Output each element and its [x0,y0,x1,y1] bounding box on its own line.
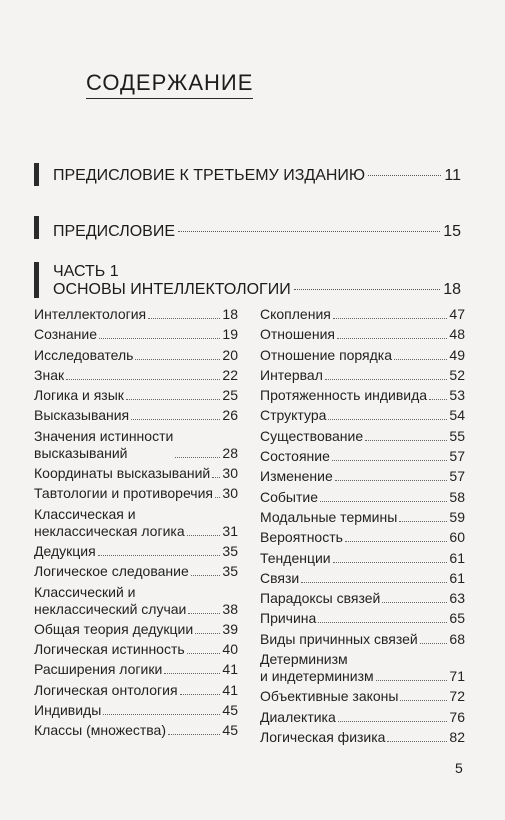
leader-dots [332,460,448,461]
toc-entry [260,347,465,364]
toc-entry [34,722,238,739]
toc-entry-title: Событие [260,488,318,505]
toc-entry [260,529,465,546]
toc-entry-title: Интеллектология [34,306,147,322]
leader-dots [400,700,447,701]
leader-dots [191,575,221,576]
section-page: 11 [444,167,461,184]
leader-dots [215,497,220,498]
part-marker-bar [34,262,39,298]
toc-entry-page: 48 [449,326,465,343]
toc-entry [260,590,465,607]
leader-dots [320,501,447,502]
leader-dots [294,289,441,290]
toc-entry-title: Отношение порядка [260,346,393,363]
toc-entry-page: 55 [449,427,465,444]
leader-dots [195,633,220,634]
toc-entry-page: 45 [222,722,238,739]
toc-entry-title: Состояние [260,448,330,465]
toc-entry-title: Логическая онтология [34,681,178,698]
section-marker-bar [34,216,39,239]
toc-entry-page: 49 [449,346,465,363]
toc-entry-title: Значения истинности высказываний [34,427,174,461]
section-page: 15 [443,223,461,240]
toc-entry-page: 22 [222,366,238,383]
toc-entry [34,661,238,678]
toc-entry-title: Сознание [34,326,98,343]
toc-entry-title: Тенденции [260,549,331,566]
leader-dots [368,175,441,176]
toc-entry-title: Протяженность индивида [260,387,428,404]
toc-entry [34,407,238,424]
toc-entry [260,550,465,567]
leader-dots [328,419,447,420]
toc-right-column [260,306,465,749]
leader-dots [333,562,448,563]
leader-dots [180,694,221,695]
leader-dots [345,541,448,542]
toc-entry-title: Изменение [260,468,333,485]
toc-entry-title: Существование [260,427,364,444]
toc-entry-page: 52 [449,366,465,383]
toc-entry [260,306,465,323]
toc-entry [260,387,465,404]
toc-entry-title: Расширения логики [34,661,163,678]
toc-entry-page: 57 [449,468,465,485]
toc-entry-page: 65 [449,610,465,627]
toc-entry-title: Причина [260,610,317,627]
toc-entry-page: 58 [449,488,465,505]
toc-entry [34,465,238,482]
leader-dots [164,673,220,674]
leader-dots [188,613,220,614]
toc-entry-page: 19 [222,326,238,343]
toc-entry [260,688,465,705]
toc-entry [260,729,465,746]
toc-entry-title: Классическая и неклассическая логика [34,505,185,539]
toc-entry [34,506,238,540]
part-title: ОСНОВЫ ИНТЕЛЛЕКТОЛОГИИ [53,281,291,298]
toc-entry [34,584,238,618]
leader-dots [187,653,221,654]
toc-entry-page: 41 [222,661,238,678]
toc-entry-title: Знак [34,366,65,383]
toc-entry-title: Диалектика [260,708,336,725]
toc-entry-page: 18 [222,306,238,322]
toc-entry-page: 35 [222,563,238,580]
toc-entry-page: 57 [449,448,465,465]
leader-dots [382,602,447,603]
leader-dots [365,440,447,441]
toc-entry [34,387,238,404]
toc-left-column [34,306,238,743]
toc-entry [34,485,238,502]
toc-entry-page: 28 [222,444,238,461]
leader-dots [420,643,448,644]
toc-entry-page: 20 [222,346,238,363]
leader-dots [212,477,220,478]
part-label: ЧАСТЬ 1 [53,263,119,280]
toc-entry [34,326,238,343]
toc-entry [260,709,465,726]
part-page: 18 [443,281,461,298]
toc-entry [260,610,465,627]
toc-entry [34,702,238,719]
section-entry-preface [53,223,461,241]
toc-entry-title: Дедукция [34,542,96,559]
toc-entry-title: Вероятность [260,529,343,546]
section-marker-bar [34,163,39,186]
toc-entry-title: Парадоксы связей [260,590,381,607]
toc-entry [260,468,465,485]
leader-dots [335,480,448,481]
toc-entry-page: 72 [449,688,465,705]
toc-entry-page: 35 [222,542,238,559]
leader-dots [333,318,448,319]
leader-dots [103,714,220,715]
toc-entry [260,326,465,343]
toc-entry-page: 39 [222,620,238,637]
toc-entry-title: Модальные термины [260,508,398,525]
leader-dots [99,338,220,339]
toc-entry-page: 76 [449,708,465,725]
toc-entry-title: Интервал [260,366,323,383]
leader-dots [148,318,220,319]
leader-dots [98,555,221,556]
toc-entry-page: 30 [222,465,238,482]
leader-dots [376,680,448,681]
toc-entry [34,543,238,560]
toc-entry-title: Исследователь [34,346,134,363]
toc-entry-page: 61 [449,549,465,566]
toc-entry [260,367,465,384]
toc-entry [260,489,465,506]
toc-entry [34,367,238,384]
toc-entry-title: Логическая физика [260,728,386,745]
toc-entry-page: 61 [449,569,465,586]
toc-entry-page: 60 [449,529,465,546]
section-title: ПРЕДИСЛОВИЕ [53,223,175,240]
toc-entry-title: Общая теория дедукции [34,620,194,637]
toc-entry-title: Высказывания [34,407,130,424]
toc-entry-title: Классы (множества) [34,722,167,739]
toc-entry-page: 71 [449,668,465,685]
leader-dots [126,399,221,400]
leader-dots [394,359,447,360]
toc-entry-page: 40 [222,641,238,658]
toc-entry-title: Структура [260,407,327,424]
leader-dots [187,535,221,536]
toc-entry-title: Логика и язык [34,387,124,404]
toc-entry-title: Объективные законы [260,688,399,705]
leader-dots [318,622,447,623]
leader-dots [337,338,447,339]
toc-entry-title: Скопления [260,306,331,322]
toc-entry-title: Связи [260,569,300,586]
toc-entry [260,448,465,465]
leader-dots [168,734,220,735]
toc-entry-page: 38 [222,600,238,617]
toc-entry-page: 82 [449,728,465,745]
leader-dots [399,521,447,522]
leader-dots [175,457,220,458]
toc-entry-title: Индивиды [34,702,102,719]
toc-entry-page: 26 [222,407,238,424]
toc-entry [260,651,465,685]
toc-entry-title: Виды причинных связей [260,630,418,647]
leader-dots [338,721,448,722]
toc-entry-page: 54 [449,407,465,424]
toc-entry [260,631,465,648]
toc-entry [260,570,465,587]
toc-entry [34,347,238,364]
toc-entry-page: 63 [449,590,465,607]
section-entry-preface-third [53,167,461,185]
toc-entry-page: 68 [449,630,465,647]
toc-entry-page: 59 [449,508,465,525]
leader-dots [429,399,447,400]
toc-entry [260,509,465,526]
leader-dots [178,231,440,232]
toc-entry-page: 45 [222,702,238,719]
leader-dots [131,419,220,420]
leader-dots [135,359,220,360]
part-entry [53,281,461,299]
toc-entry-title: Отношения [260,326,335,343]
toc-entry [34,641,238,658]
section-title: ПРЕДИСЛОВИЕ К ТРЕТЬЕМУ ИЗДАНИЮ [53,167,366,184]
toc-entry [260,428,465,445]
toc-entry-page: 31 [222,522,238,539]
toc-entry-page: 41 [222,681,238,698]
toc-entry [34,428,238,462]
page-title: СОДЕРЖАНИЕ [86,70,253,99]
toc-entry [260,407,465,424]
toc-entry [34,306,238,323]
toc-entry-page: 47 [449,306,465,322]
toc-entry [34,621,238,638]
toc-entry-page: 30 [222,485,238,502]
page-number: 5 [455,760,463,776]
toc-entry-title: Классический и неклассический случаи [34,583,187,617]
toc-entry-title: Логическая истинность [34,641,185,658]
toc-entry-page: 25 [222,387,238,404]
toc-entry-page: 53 [449,387,465,404]
toc-entry-title: Логическое следование [34,563,189,580]
leader-dots [387,741,447,742]
toc-entry-title: Координаты высказываний [34,465,211,482]
leader-dots [325,379,448,380]
toc-entry [34,682,238,699]
leader-dots [301,582,447,583]
leader-dots [66,379,220,380]
toc-entry-title: Тавтологии и противоречия [34,485,213,502]
toc-entry-title: Детерминизм и индетерминизм [260,651,374,685]
toc-entry [34,563,238,580]
